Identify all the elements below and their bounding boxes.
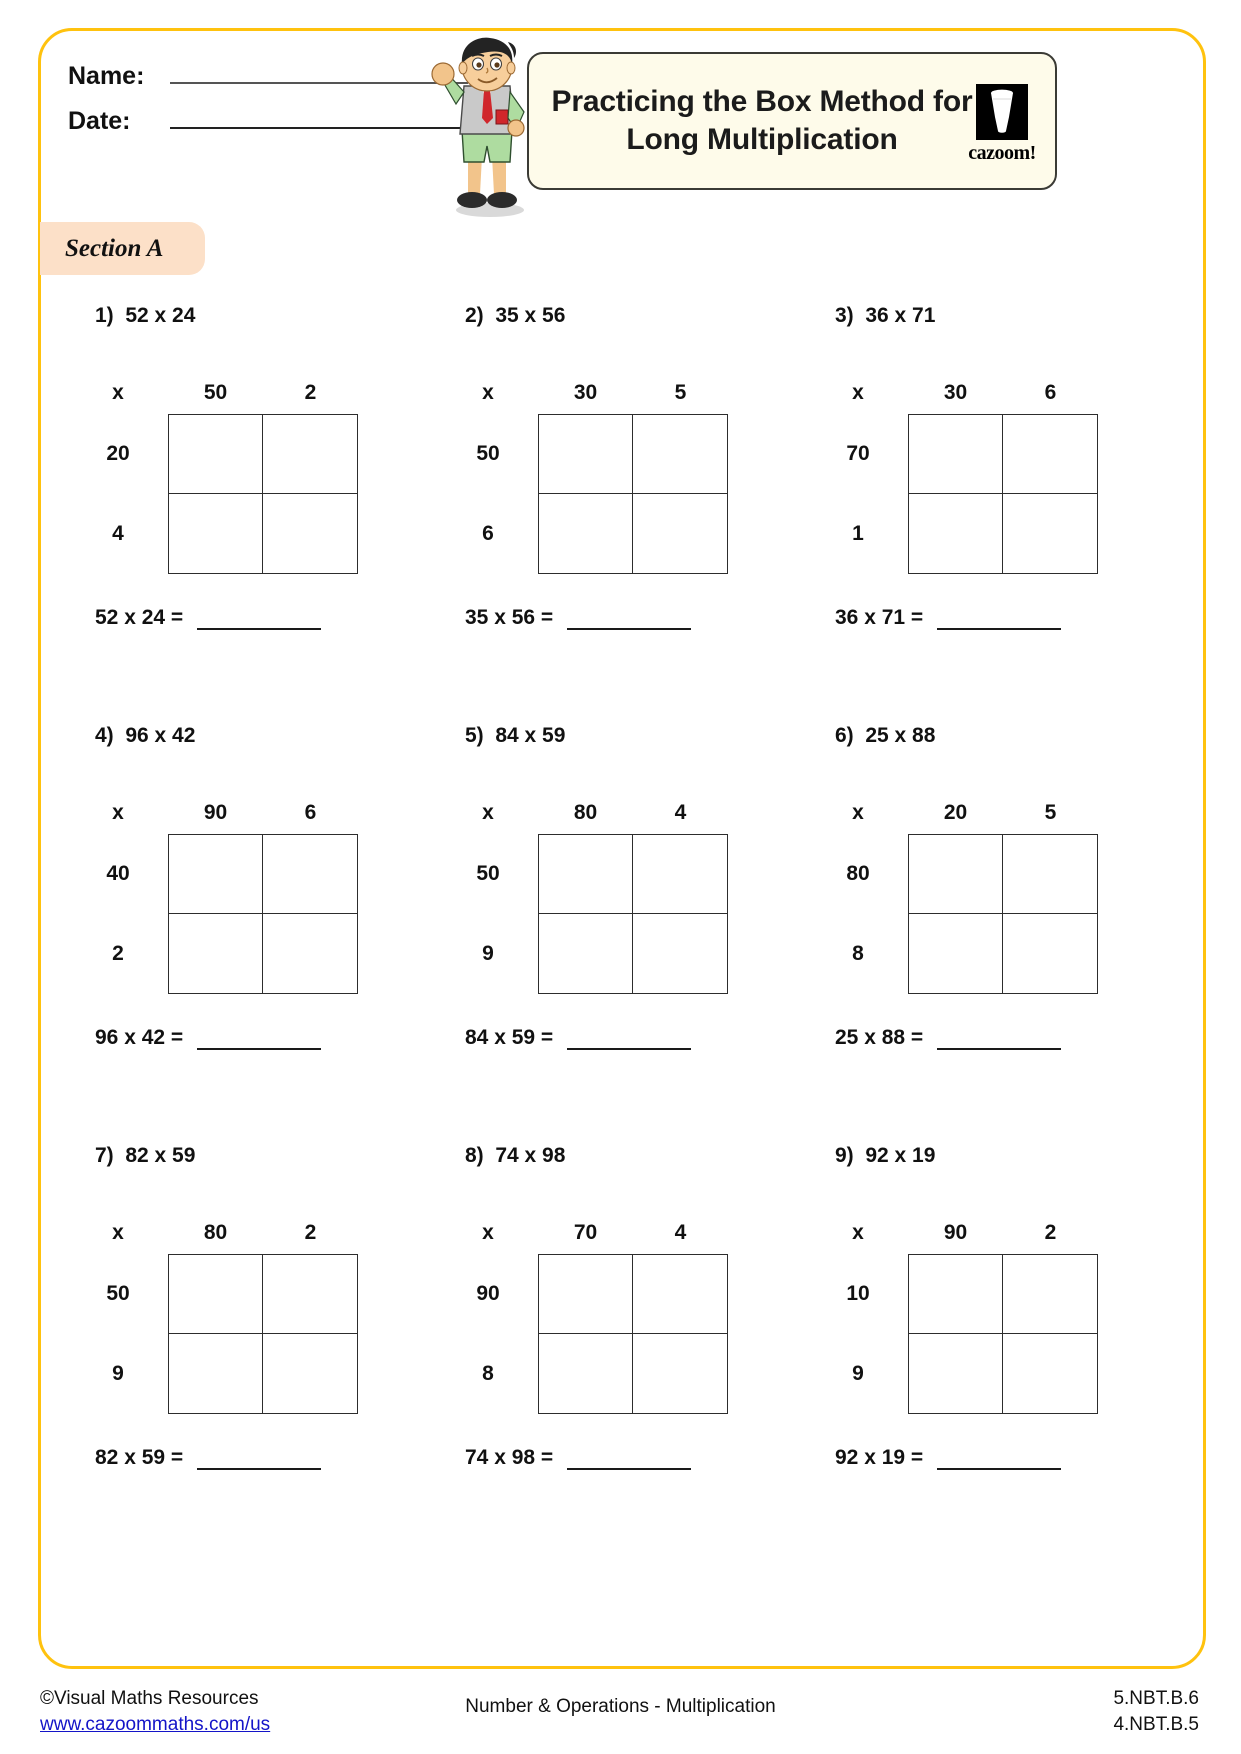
problem-title: 1) 52 x 24 <box>95 304 196 327</box>
grid-body-row <box>808 834 1108 914</box>
grid-answer-cell[interactable] <box>633 914 728 994</box>
grid-body-row <box>438 494 738 574</box>
grid-header-row <box>438 792 738 834</box>
grid-answer-cell[interactable] <box>1003 834 1098 914</box>
grid-body-row <box>808 494 1108 574</box>
grid-body-row <box>438 834 738 914</box>
grid-row-label: 8 <box>852 942 864 965</box>
grid-body-row <box>808 414 1108 494</box>
answer-row <box>465 606 691 630</box>
grid-answer-cell[interactable] <box>633 1334 728 1414</box>
footer-topic: Number & Operations - Multiplication <box>465 1696 776 1717</box>
grid-column-header: 80 <box>573 801 598 824</box>
grid-answer-cell[interactable] <box>908 834 1003 914</box>
answer-row <box>95 1446 321 1470</box>
page-footer <box>0 1686 1241 1754</box>
problem-3 <box>808 288 1153 708</box>
date-label: Date: <box>68 107 131 135</box>
grid-body-row <box>68 494 368 574</box>
problems-grid <box>68 288 1173 1548</box>
box-method-grid <box>438 792 738 994</box>
grid-body-row <box>68 1254 368 1334</box>
grid-body-row <box>808 914 1108 994</box>
grid-row-label: 80 <box>846 862 870 885</box>
grid-body-row <box>808 1334 1108 1414</box>
grid-answer-cell[interactable] <box>168 1254 263 1334</box>
problem-5 <box>438 708 783 1128</box>
problem-title: 3) 36 x 71 <box>835 304 936 327</box>
box-method-grid <box>68 372 368 574</box>
student-mascot-illustration <box>424 34 542 219</box>
answer-input-line[interactable] <box>197 1033 321 1050</box>
answer-prompt: 74 x 98 = <box>465 1446 554 1469</box>
grid-answer-cell[interactable] <box>168 914 263 994</box>
answer-input-line[interactable] <box>937 613 1061 630</box>
answer-row <box>465 1026 691 1050</box>
footer-standards <box>1113 1686 1199 1737</box>
problem-7 <box>68 1128 413 1548</box>
grid-row-label: 90 <box>476 1282 500 1305</box>
grid-answer-cell[interactable] <box>908 494 1003 574</box>
grid-answer-cell[interactable] <box>908 914 1003 994</box>
standard-primary: 5.NBT.B.6 <box>1113 1688 1199 1709</box>
box-method-grid <box>808 1212 1108 1414</box>
problem-8 <box>438 1128 783 1548</box>
answer-row <box>835 1446 1061 1470</box>
grid-column-header: 70 <box>573 1221 598 1244</box>
grid-header-row <box>808 792 1108 834</box>
standard-secondary: 4.NBT.B.5 <box>1113 1713 1199 1735</box>
name-label: Name: <box>68 62 145 90</box>
multiply-operator-label: x <box>852 1221 864 1244</box>
box-method-grid <box>808 372 1108 574</box>
grid-header-row <box>438 372 738 414</box>
answer-prompt: 25 x 88 = <box>835 1026 924 1049</box>
answer-row <box>95 606 321 630</box>
grid-answer-cell[interactable] <box>1003 914 1098 994</box>
grid-answer-cell[interactable] <box>908 414 1003 494</box>
cazoom-logo <box>963 84 1041 176</box>
answer-row <box>465 1446 691 1470</box>
grid-body-row <box>438 1254 738 1334</box>
grid-column-header: 6 <box>304 801 317 824</box>
name-row <box>68 62 468 91</box>
grid-answer-cell[interactable] <box>633 494 728 574</box>
grid-header-row <box>68 1212 368 1254</box>
copyright-text: ©Visual Maths Resources <box>40 1688 259 1709</box>
grid-answer-cell[interactable] <box>538 1254 633 1334</box>
grid-column-header: 5 <box>1044 801 1057 824</box>
grid-answer-cell[interactable] <box>538 1334 633 1414</box>
grid-column-header: 4 <box>674 1221 687 1244</box>
problem-title: 4) 96 x 42 <box>95 724 196 747</box>
answer-input-line[interactable] <box>567 1453 691 1470</box>
multiply-operator-label: x <box>112 801 124 824</box>
grid-body-row <box>68 414 368 494</box>
student-info-block <box>68 62 468 152</box>
multiply-operator-label: x <box>112 1221 124 1244</box>
grid-column-header: 6 <box>1044 381 1057 404</box>
problem-2 <box>438 288 783 708</box>
grid-answer-cell[interactable] <box>908 1334 1003 1414</box>
problem-title: 2) 35 x 56 <box>465 304 566 327</box>
grid-body-row <box>68 834 368 914</box>
grid-row-label: 4 <box>112 522 124 545</box>
grid-answer-cell[interactable] <box>168 1334 263 1414</box>
answer-input-line[interactable] <box>567 613 691 630</box>
page-title: Practicing the Box Method for Long Multiplication <box>551 84 973 156</box>
multiply-operator-label: x <box>852 381 864 404</box>
box-method-grid <box>438 1212 738 1414</box>
answer-input-line[interactable] <box>197 1453 321 1470</box>
grid-answer-cell[interactable] <box>1003 414 1098 494</box>
grid-answer-cell[interactable] <box>263 1334 358 1414</box>
grid-column-header: 90 <box>943 1221 968 1244</box>
grid-body-row <box>808 1254 1108 1334</box>
grid-column-header: 20 <box>943 801 968 824</box>
multiply-operator-label: x <box>482 381 494 404</box>
grid-body-row <box>68 1334 368 1414</box>
grid-row-label: 8 <box>482 1362 494 1385</box>
grid-row-label: 40 <box>106 862 130 885</box>
problem-1 <box>68 288 413 708</box>
grid-answer-cell[interactable] <box>168 834 263 914</box>
answer-prompt: 92 x 19 = <box>835 1446 924 1469</box>
answer-input-line[interactable] <box>567 1033 691 1050</box>
grid-header-row <box>68 372 368 414</box>
date-row <box>68 107 468 136</box>
grid-column-header: 2 <box>304 1221 317 1244</box>
problem-title: 5) 84 x 59 <box>465 724 566 747</box>
cazoom-logo-wordmark: cazoom! <box>968 142 1036 164</box>
grid-column-header: 90 <box>203 801 228 824</box>
grid-row-label: 1 <box>852 522 864 545</box>
problem-9 <box>808 1128 1153 1548</box>
box-method-grid <box>438 372 738 574</box>
answer-input-line[interactable] <box>197 613 321 630</box>
answer-prompt: 36 x 71 = <box>835 606 924 629</box>
grid-answer-cell[interactable] <box>538 414 633 494</box>
grid-row-label: 70 <box>846 442 870 465</box>
answer-input-line[interactable] <box>937 1453 1061 1470</box>
grid-answer-cell[interactable] <box>263 914 358 994</box>
grid-header-row <box>438 1212 738 1254</box>
grid-answer-cell[interactable] <box>538 494 633 574</box>
grid-column-header: 50 <box>203 381 228 404</box>
grid-row-label: 20 <box>106 442 130 465</box>
problem-6 <box>808 708 1153 1128</box>
grid-row-label: 50 <box>106 1282 130 1305</box>
grid-row-label: 2 <box>112 942 124 965</box>
grid-answer-cell[interactable] <box>1003 1334 1098 1414</box>
grid-column-header: 2 <box>304 381 317 404</box>
multiply-operator-label: x <box>482 1221 494 1244</box>
answer-prompt: 96 x 42 = <box>95 1026 184 1049</box>
grid-body-row <box>438 414 738 494</box>
answer-prompt: 84 x 59 = <box>465 1026 554 1049</box>
grid-row-label: 9 <box>852 1362 864 1385</box>
grid-answer-cell[interactable] <box>1003 494 1098 574</box>
grid-row-label: 50 <box>476 862 500 885</box>
grid-answer-cell[interactable] <box>538 914 633 994</box>
answer-row <box>835 1026 1061 1050</box>
box-method-grid <box>68 792 368 994</box>
grid-answer-cell[interactable] <box>633 1254 728 1334</box>
grid-column-header: 30 <box>943 381 968 404</box>
problem-4 <box>68 708 413 1128</box>
grid-row-label: 6 <box>482 522 494 545</box>
box-method-grid <box>68 1212 368 1414</box>
grid-header-row <box>808 1212 1108 1254</box>
grid-header-row <box>808 372 1108 414</box>
multiply-operator-label: x <box>852 801 864 824</box>
problem-title: 9) 92 x 19 <box>835 1144 936 1167</box>
grid-answer-cell[interactable] <box>633 834 728 914</box>
answer-row <box>95 1026 321 1050</box>
answer-input-line[interactable] <box>937 1033 1061 1050</box>
grid-answer-cell[interactable] <box>263 1254 358 1334</box>
multiply-operator-label: x <box>112 381 124 404</box>
grid-column-header: 80 <box>203 1221 228 1244</box>
grid-row-label: 9 <box>482 942 494 965</box>
grid-body-row <box>68 914 368 994</box>
answer-prompt: 52 x 24 = <box>95 606 184 629</box>
grid-answer-cell[interactable] <box>168 414 263 494</box>
grid-header-row <box>68 792 368 834</box>
grid-row-label: 9 <box>112 1362 124 1385</box>
answer-prompt: 82 x 59 = <box>95 1446 184 1469</box>
grid-answer-cell[interactable] <box>263 414 358 494</box>
answer-prompt: 35 x 56 = <box>465 606 554 629</box>
drum-icon <box>976 84 1028 140</box>
grid-row-label: 10 <box>846 1282 870 1305</box>
grid-answer-cell[interactable] <box>168 494 263 574</box>
grid-answer-cell[interactable] <box>633 414 728 494</box>
grid-body-row <box>438 914 738 994</box>
grid-answer-cell[interactable] <box>263 494 358 574</box>
problem-title: 8) 74 x 98 <box>465 1144 566 1167</box>
grid-answer-cell[interactable] <box>908 1254 1003 1334</box>
section-a-badge <box>40 222 205 275</box>
grid-column-header: 30 <box>573 381 598 404</box>
grid-answer-cell[interactable] <box>263 834 358 914</box>
problem-title: 6) 25 x 88 <box>835 724 936 747</box>
grid-answer-cell[interactable] <box>538 834 633 914</box>
grid-column-header: 4 <box>674 801 687 824</box>
grid-body-row <box>438 1334 738 1414</box>
answer-row <box>835 606 1061 630</box>
grid-column-header: 5 <box>674 381 687 404</box>
grid-row-label: 50 <box>476 442 500 465</box>
grid-column-header: 2 <box>1044 1221 1057 1244</box>
problem-title: 7) 82 x 59 <box>95 1144 196 1167</box>
cazoom-website-link[interactable]: www.cazoommaths.com/us <box>40 1713 271 1735</box>
box-method-grid <box>808 792 1108 994</box>
section-label: Section A <box>65 234 164 262</box>
multiply-operator-label: x <box>482 801 494 824</box>
grid-answer-cell[interactable] <box>1003 1254 1098 1334</box>
